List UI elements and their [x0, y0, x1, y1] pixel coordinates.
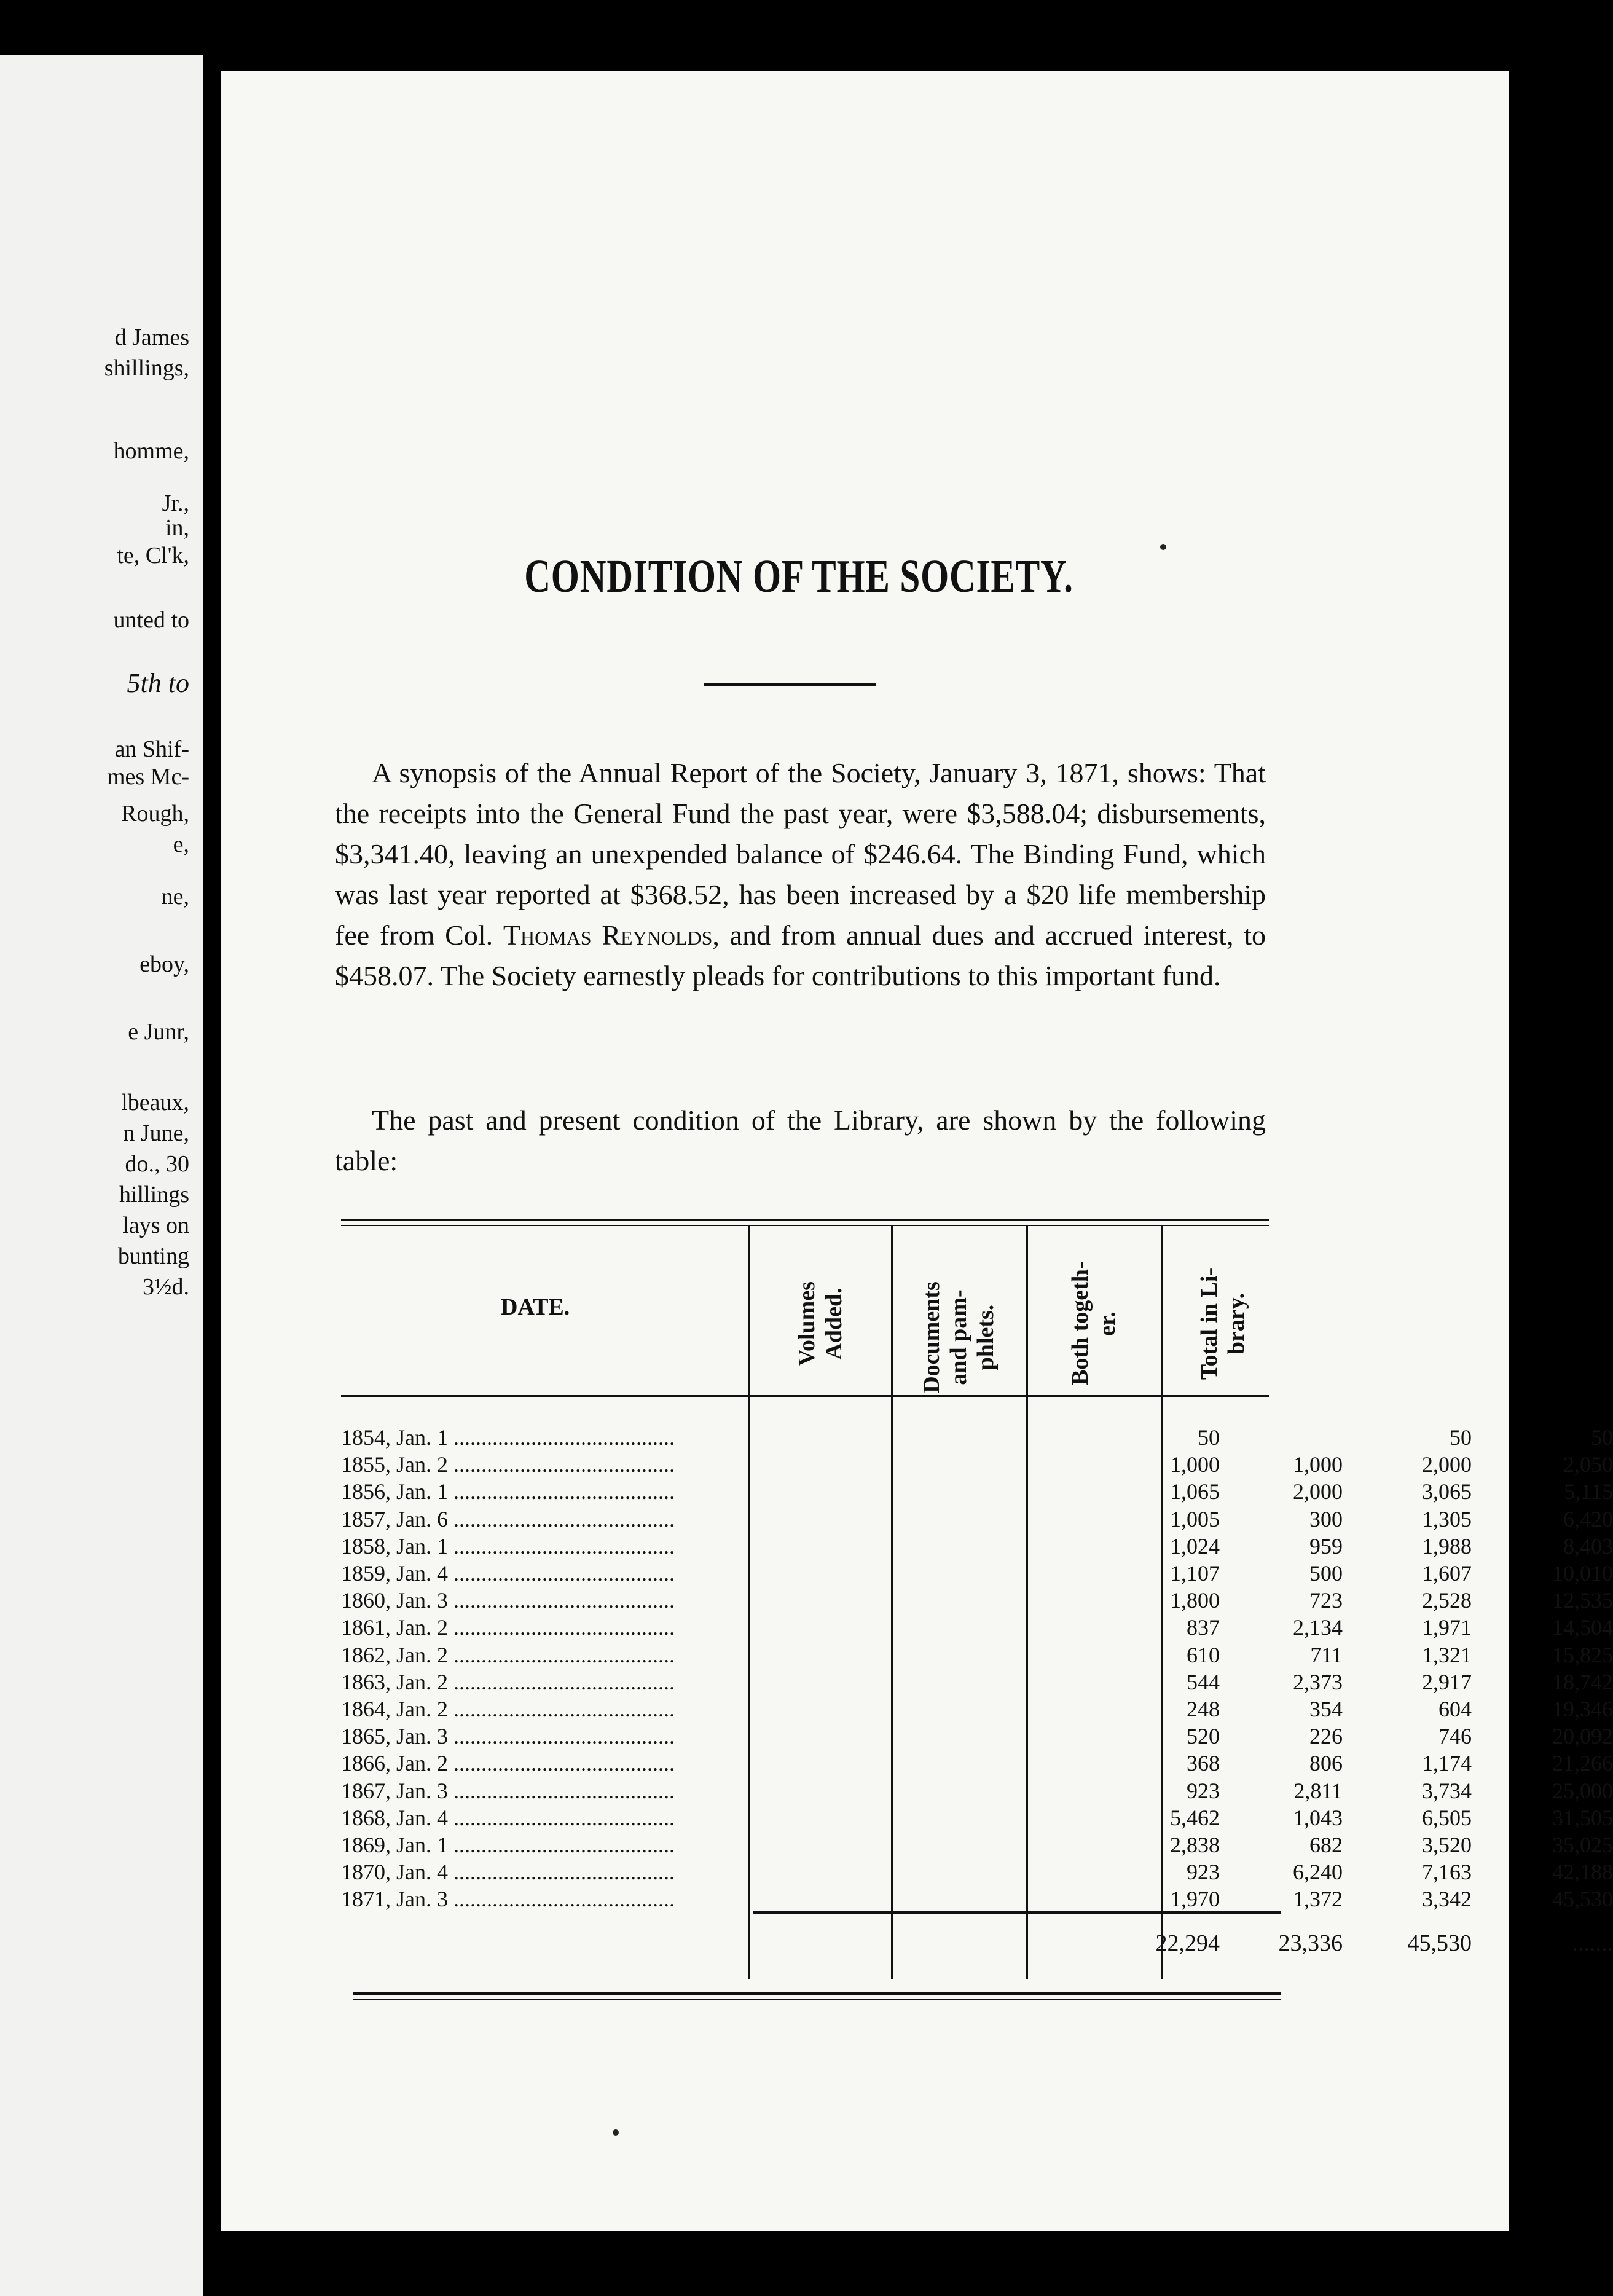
- row-documents: 1,372: [1293, 1887, 1343, 1912]
- header-volumes-line-2: Added.: [821, 1288, 847, 1360]
- margin-fragment: mes Mc-: [106, 764, 189, 790]
- row-total: 20,092: [1552, 1724, 1613, 1749]
- row-total: 19,346: [1552, 1697, 1613, 1721]
- row-both: 2,000: [1422, 1452, 1472, 1477]
- table-row: [341, 1859, 1613, 1886]
- margin-fragment: eboy,: [139, 951, 189, 977]
- margin-fragment: 5th to: [127, 668, 189, 698]
- previous-page-sliver: [0, 55, 203, 2296]
- row-date: 1870, Jan. 4 ........................................: [341, 1860, 675, 1885]
- total-both: 45,530: [1407, 1930, 1472, 1956]
- row-documents: 2,000: [1293, 1479, 1343, 1504]
- row-both: 3,342: [1422, 1887, 1472, 1912]
- margin-fragment: an Shif-: [114, 736, 189, 762]
- heading-rule: [704, 683, 876, 686]
- table-row: [341, 1425, 1613, 1452]
- margin-fragment: e,: [173, 832, 189, 857]
- row-documents: 226: [1309, 1724, 1343, 1749]
- row-both: 604: [1438, 1697, 1472, 1721]
- row-volumes: 1,065: [1170, 1479, 1220, 1504]
- table-row: [341, 1614, 1613, 1641]
- table-bottom-rule-2: [353, 1999, 1281, 2000]
- header-total-line-1: Total in Li-: [1196, 1267, 1222, 1380]
- row-total: 8,403: [1563, 1533, 1613, 1559]
- margin-fragment: hillings: [119, 1182, 189, 1208]
- row-volumes: 50: [1198, 1425, 1220, 1450]
- row-total: 50: [1591, 1425, 1613, 1450]
- row-documents: 682: [1309, 1833, 1343, 1857]
- row-both: 1,305: [1422, 1506, 1472, 1531]
- margin-fragment: n June,: [123, 1120, 189, 1146]
- row-both: 1,607: [1422, 1561, 1472, 1586]
- row-documents: 2,811: [1293, 1778, 1343, 1803]
- synopsis-name: Thomas Reynolds: [503, 919, 713, 951]
- row-documents: 6,240: [1293, 1860, 1343, 1885]
- header-documents-line-1: Documents: [919, 1281, 944, 1393]
- table-top-rule-2: [341, 1225, 1269, 1226]
- row-documents: 300: [1309, 1506, 1343, 1531]
- row-volumes: 1,107: [1170, 1561, 1220, 1586]
- table-row: [341, 1506, 1613, 1533]
- header-documents-line-2: and pam-: [946, 1289, 971, 1385]
- row-documents: 2,134: [1293, 1615, 1343, 1640]
- synopsis-text-before: A synopsis of the Annual Report of the Society, January 3, 1871, shows: That the receipts into the General Fund the past year, were $3,588.04; disbursements, $3,341.40, leaving an unexpended balance of $246.64. The Binding Fund, which was last year reported at $368.52, has been increased by a $20 life membership fee from Col.: [335, 757, 1266, 951]
- row-total: 14,504: [1552, 1615, 1613, 1640]
- row-total: 35,025: [1552, 1833, 1613, 1857]
- stray-mark: [1160, 544, 1166, 550]
- synopsis-paragraph: [335, 753, 1266, 996]
- margin-fragment: d James: [114, 324, 189, 350]
- row-both: 3,065: [1422, 1479, 1472, 1504]
- row-total: 21,266: [1552, 1751, 1613, 1776]
- table-bottom-rule: [353, 1992, 1281, 1995]
- row-both: 3,734: [1422, 1778, 1472, 1803]
- row-both: 6,505: [1422, 1805, 1472, 1830]
- row-date: 1862, Jan. 2 ........................................: [341, 1642, 675, 1667]
- row-documents: 354: [1309, 1697, 1343, 1721]
- margin-fragment: lays on: [122, 1213, 189, 1238]
- table-top-rule: [341, 1219, 1269, 1221]
- table-row: [341, 1886, 1613, 1913]
- header-both: [1067, 1262, 1121, 1385]
- row-both: 2,917: [1422, 1669, 1472, 1694]
- row-date: 1868, Jan. 4 ........................................: [341, 1805, 675, 1830]
- table-row: [341, 1560, 1613, 1587]
- header-date: DATE.: [501, 1294, 570, 1320]
- row-volumes: 1,800: [1170, 1588, 1220, 1613]
- row-documents: 500: [1309, 1561, 1343, 1586]
- row-date: 1858, Jan. 1 ........................................: [341, 1533, 675, 1559]
- row-total: 15,825: [1552, 1642, 1613, 1667]
- header-documents-line-3: phlets.: [973, 1304, 999, 1370]
- margin-fragment: in,: [165, 515, 189, 541]
- row-documents: 1,043: [1293, 1805, 1343, 1830]
- row-volumes: 923: [1187, 1860, 1220, 1885]
- total-library: .......: [1572, 1930, 1613, 1956]
- row-total: 25,000: [1552, 1778, 1613, 1803]
- row-total: 42,188: [1552, 1860, 1613, 1885]
- row-volumes: 1,024: [1170, 1533, 1220, 1559]
- table-row: [341, 1452, 1613, 1479]
- header-total-line-2: brary.: [1223, 1292, 1249, 1355]
- row-volumes: 1,000: [1170, 1452, 1220, 1477]
- margin-fragment: Jr.,: [162, 490, 189, 516]
- header-both-line-2: er.: [1094, 1311, 1120, 1336]
- total-documents: 23,336: [1278, 1930, 1343, 1956]
- table-row: [341, 1587, 1613, 1614]
- header-total: [1196, 1262, 1250, 1385]
- synopsis-text-after: , and from annual dues and accrued interest, to $458.07. The Society earnestly pleads for contributions to this important fund.: [335, 919, 1266, 991]
- table-row: [341, 1696, 1613, 1723]
- header-both-line-1: Both togeth-: [1067, 1261, 1093, 1385]
- margin-fragment: te, Cl'k,: [117, 543, 189, 568]
- margin-fragment: Rough,: [121, 801, 189, 827]
- row-total: 10,010: [1552, 1561, 1613, 1586]
- row-date: 1869, Jan. 1 ........................................: [341, 1833, 675, 1857]
- row-volumes: 248: [1187, 1697, 1220, 1721]
- table-row: [341, 1805, 1613, 1832]
- totals-row: [341, 1930, 1613, 1960]
- margin-fragment: ne,: [161, 884, 189, 910]
- row-volumes: 368: [1187, 1751, 1220, 1776]
- margin-fragment: homme,: [113, 438, 189, 464]
- margin-fragment: lbeaux,: [121, 1090, 189, 1115]
- table-row: [341, 1533, 1613, 1560]
- row-both: 3,520: [1422, 1833, 1472, 1857]
- row-date: 1860, Jan. 3 ........................................: [341, 1588, 675, 1613]
- row-volumes: 2,838: [1170, 1833, 1220, 1857]
- row-date: 1861, Jan. 2 ........................................: [341, 1615, 675, 1640]
- margin-fragment: unted to: [113, 607, 189, 633]
- row-volumes: 520: [1187, 1724, 1220, 1749]
- header-volumes: [793, 1262, 847, 1385]
- table-intro-text: The past and present condition of the Library, are shown by the following table:: [335, 1104, 1266, 1176]
- row-date: 1866, Jan. 2 ........................................: [341, 1751, 675, 1776]
- row-both: 746: [1438, 1724, 1472, 1749]
- row-documents: 2,373: [1293, 1669, 1343, 1694]
- margin-fragment: bunting: [117, 1243, 189, 1269]
- row-total: 2,050: [1563, 1452, 1613, 1477]
- total-volumes: 22,294: [1155, 1930, 1220, 1956]
- row-both: 1,321: [1422, 1642, 1472, 1667]
- row-volumes: 923: [1187, 1778, 1220, 1803]
- row-both: 1,971: [1422, 1615, 1472, 1640]
- row-documents: 711: [1310, 1642, 1343, 1667]
- row-total: 18,742: [1552, 1669, 1613, 1694]
- table-row: [341, 1479, 1613, 1506]
- table-row: [341, 1723, 1613, 1750]
- row-volumes: 544: [1187, 1669, 1220, 1694]
- row-date: 1856, Jan. 1 ........................................: [341, 1479, 675, 1504]
- table-row: [341, 1750, 1613, 1777]
- row-total: 45,530: [1552, 1887, 1613, 1912]
- row-both: 2,528: [1422, 1588, 1472, 1613]
- row-date: 1871, Jan. 3 ........................................: [341, 1887, 675, 1912]
- header-bottom-rule: [341, 1395, 1269, 1397]
- table-row: [341, 1778, 1613, 1805]
- row-total: 6,420: [1563, 1506, 1613, 1531]
- row-documents: 1,000: [1293, 1452, 1343, 1477]
- row-total: 12,535: [1552, 1588, 1613, 1613]
- page-heading: CONDITION OF THE SOCIETY.: [524, 551, 1073, 602]
- table-intro-paragraph: [335, 1100, 1266, 1181]
- row-volumes: 5,462: [1170, 1805, 1220, 1830]
- row-date: 1857, Jan. 6 ........................................: [341, 1506, 675, 1531]
- row-both: 1,988: [1422, 1533, 1472, 1559]
- margin-fragment: 3½d.: [143, 1274, 189, 1300]
- row-both: 7,163: [1422, 1860, 1472, 1885]
- row-total: 31,505: [1552, 1805, 1613, 1830]
- row-volumes: 837: [1187, 1615, 1220, 1640]
- row-date: 1863, Jan. 2 ........................................: [341, 1669, 675, 1694]
- row-date: 1859, Jan. 4 ........................................: [341, 1561, 675, 1586]
- row-total: 5,115: [1564, 1479, 1613, 1504]
- row-date: 1854, Jan. 1 ........................................: [341, 1425, 675, 1450]
- row-date: 1855, Jan. 2 ........................................: [341, 1452, 675, 1477]
- table-row: [341, 1642, 1613, 1669]
- row-volumes: 1,005: [1170, 1506, 1220, 1531]
- margin-fragment: shillings,: [104, 355, 189, 381]
- row-documents: 806: [1309, 1751, 1343, 1776]
- row-documents: 959: [1309, 1533, 1343, 1559]
- row-documents: 723: [1309, 1588, 1343, 1613]
- row-date: 1867, Jan. 3 ........................................: [341, 1778, 675, 1803]
- stray-mark: [613, 2129, 619, 2136]
- row-volumes: 610: [1187, 1642, 1220, 1667]
- header-volumes-line-1: Volumes: [794, 1281, 820, 1366]
- margin-fragment: e Junr,: [128, 1019, 189, 1045]
- row-date: 1865, Jan. 3 ........................................: [341, 1724, 675, 1749]
- row-date: 1864, Jan. 2 ........................................: [341, 1697, 675, 1721]
- row-volumes: 1,970: [1170, 1887, 1220, 1912]
- header-documents: [918, 1264, 999, 1411]
- table-row: [341, 1832, 1613, 1859]
- row-both: 50: [1450, 1425, 1472, 1450]
- margin-fragment: do., 30: [125, 1151, 189, 1177]
- table-row: [341, 1669, 1613, 1696]
- row-both: 1,174: [1422, 1751, 1472, 1776]
